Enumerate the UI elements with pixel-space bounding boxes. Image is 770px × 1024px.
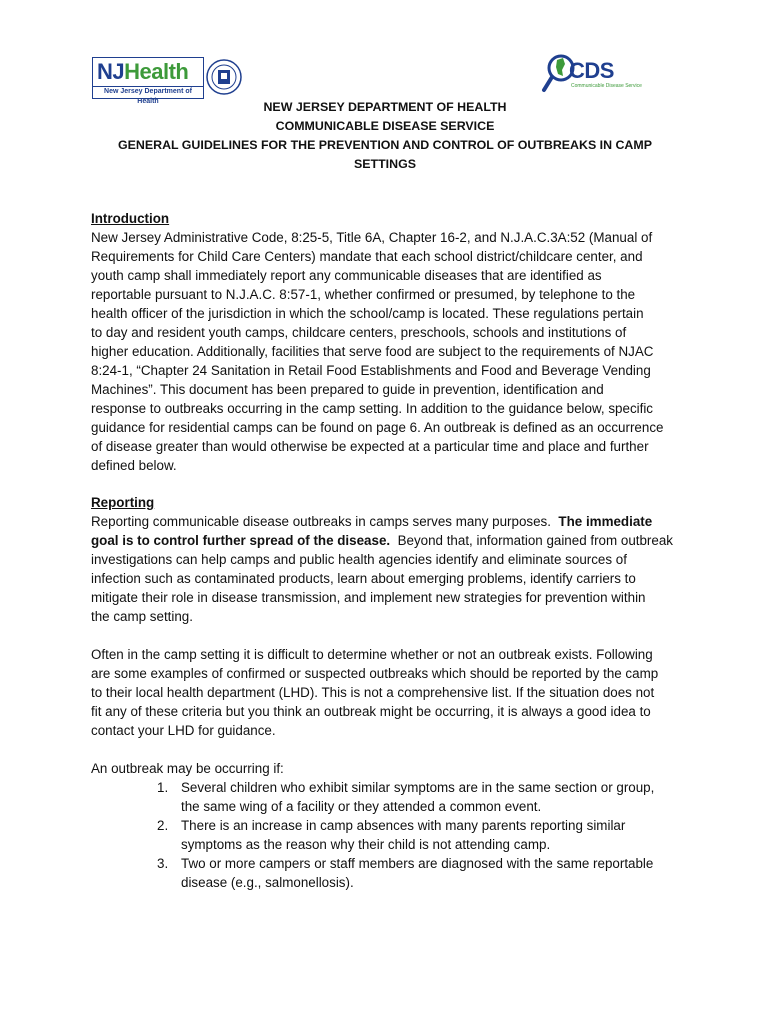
- paragraph-line: [91, 531, 691, 550]
- list-item: [91, 854, 691, 892]
- outbreak-criteria-paragraph: [91, 645, 691, 740]
- nj-health-wordmark: [97, 60, 188, 84]
- title-line: NEW JERSEY DEPARTMENT OF HEALTH: [263, 100, 507, 114]
- paragraph-line: [91, 512, 691, 531]
- list-item-number: 3.: [157, 856, 169, 871]
- list-item-line: the same wing of a facility or they attended a common event.: [181, 799, 542, 814]
- reporting-emphasis: The immediate: [558, 514, 653, 529]
- paragraph-line: mitigate their role in disease transmission, and implement new strategies for prevention within: [91, 590, 646, 605]
- paragraph-line: New Jersey Administrative Code, 8:25-5, Title 6A, Chapter 16-2, and N.J.A.C.3A:52 (Manual of: [91, 230, 653, 245]
- document-title: [88, 98, 682, 174]
- title-line: GENERAL GUIDELINES FOR THE PREVENTION AND CONTROL OF OUTBREAKS IN CAMP: [118, 138, 652, 152]
- paragraph-line: of disease greater than would otherwise be expected at a particular time and place and further: [91, 439, 649, 454]
- health-wordmark-part: Health: [124, 59, 189, 84]
- list-item-line: symptoms as the reason why their child is not attending camp.: [181, 837, 551, 852]
- paragraph-line: infection such as contaminated products, learn about emerging problems, identify carriers to: [91, 571, 636, 586]
- reporting-emphasis: goal is to control further spread of the disease.: [91, 533, 391, 548]
- paragraph-line: Requirements for Child Care Centers) mandate that each school district/childcare center, and: [91, 249, 643, 264]
- paragraph-line: response to outbreaks occurring in the camp setting. In addition to the guidance below, specific: [91, 401, 654, 416]
- paragraph-line: youth camp shall immediately report any communicable diseases that are identified as: [91, 268, 602, 283]
- outbreak-list: [91, 759, 691, 892]
- paragraph-line: to day and resident youth camps, childcare centers, preschools, schools and institutions of: [91, 325, 627, 340]
- nj-health-logo: [92, 57, 238, 105]
- reporting-paragraph: [91, 512, 691, 626]
- paragraph-line: the camp setting.: [91, 609, 193, 624]
- nj-health-wordmark-box: [92, 57, 204, 87]
- list-item-line: disease (e.g., salmonellosis).: [181, 875, 354, 890]
- cds-wordmark: CDS: [569, 58, 614, 83]
- list-item: [91, 778, 691, 816]
- list-item-line: Several children who exhibit similar symptoms are in the same section or group,: [181, 780, 655, 795]
- paragraph-line: higher education. Additionally, facilities that serve food are subject to the requirements of NJAC: [91, 344, 654, 359]
- paragraph-line: to their local health department (LHD). This is not a comprehensive list. If the situation does not: [91, 685, 655, 700]
- cds-tagline: Communicable Disease Service: [571, 83, 642, 89]
- introduction-heading: Introduction: [91, 211, 170, 226]
- paragraph-line: are some examples of confirmed or suspected outbreaks which should be reported by the camp: [91, 666, 659, 681]
- introduction-paragraph: [91, 228, 691, 475]
- reporting-heading: Reporting: [91, 495, 155, 510]
- cds-logo: [541, 52, 641, 96]
- nj-wordmark-part: NJ: [97, 59, 125, 84]
- paragraph-line: contact your LHD for guidance.: [91, 723, 276, 738]
- paragraph-line: Machines”. This document has been prepared to guide in prevention, identification and: [91, 382, 604, 397]
- nj-health-tagline: New Jersey Department of Health: [92, 87, 204, 99]
- reporting-text: Reporting communicable disease outbreaks in camps serves many purposes.: [91, 514, 559, 529]
- paragraph-line: Often in the camp setting it is difficult to determine whether or not an outbreak exists. Following: [91, 647, 653, 662]
- paragraph-line: fit any of these criteria but you think an outbreak might be occurring, it is always a good idea to: [91, 704, 651, 719]
- list-item-number: 1.: [157, 780, 169, 795]
- state-seal-icon: [206, 59, 242, 95]
- reporting-text: Beyond that, information gained from outbreak: [390, 533, 673, 548]
- paragraph-line: defined below.: [91, 458, 177, 473]
- title-line: COMMUNICABLE DISEASE SERVICE: [275, 119, 495, 133]
- paragraph-line: reportable pursuant to N.J.A.C. 8:57-1, whether confirmed or presumed, by telephone to the: [91, 287, 636, 302]
- paragraph-line: investigations can help camps and public health agencies identify and eliminate sources of: [91, 552, 627, 567]
- list-intro: An outbreak may be occurring if:: [91, 761, 284, 776]
- paragraph-line: 8:24-1, “Chapter 24 Sanitation in Retail Food Establishments and Food and Beverage Vending: [91, 363, 651, 378]
- list-item-number: 2.: [157, 818, 169, 833]
- list-item: [91, 816, 691, 854]
- title-line: SETTINGS: [354, 157, 416, 171]
- list-item-line: Two or more campers or staff members are diagnosed with the same reportable: [181, 856, 654, 871]
- paragraph-line: guidance for residential camps can be found on page 6. An outbreak is defined as an occurrence: [91, 420, 664, 435]
- paragraph-line: health officer of the jurisdiction in which the school/camp is located. These regulations pertain: [91, 306, 644, 321]
- list-item-line: There is an increase in camp absences with many parents reporting similar: [181, 818, 626, 833]
